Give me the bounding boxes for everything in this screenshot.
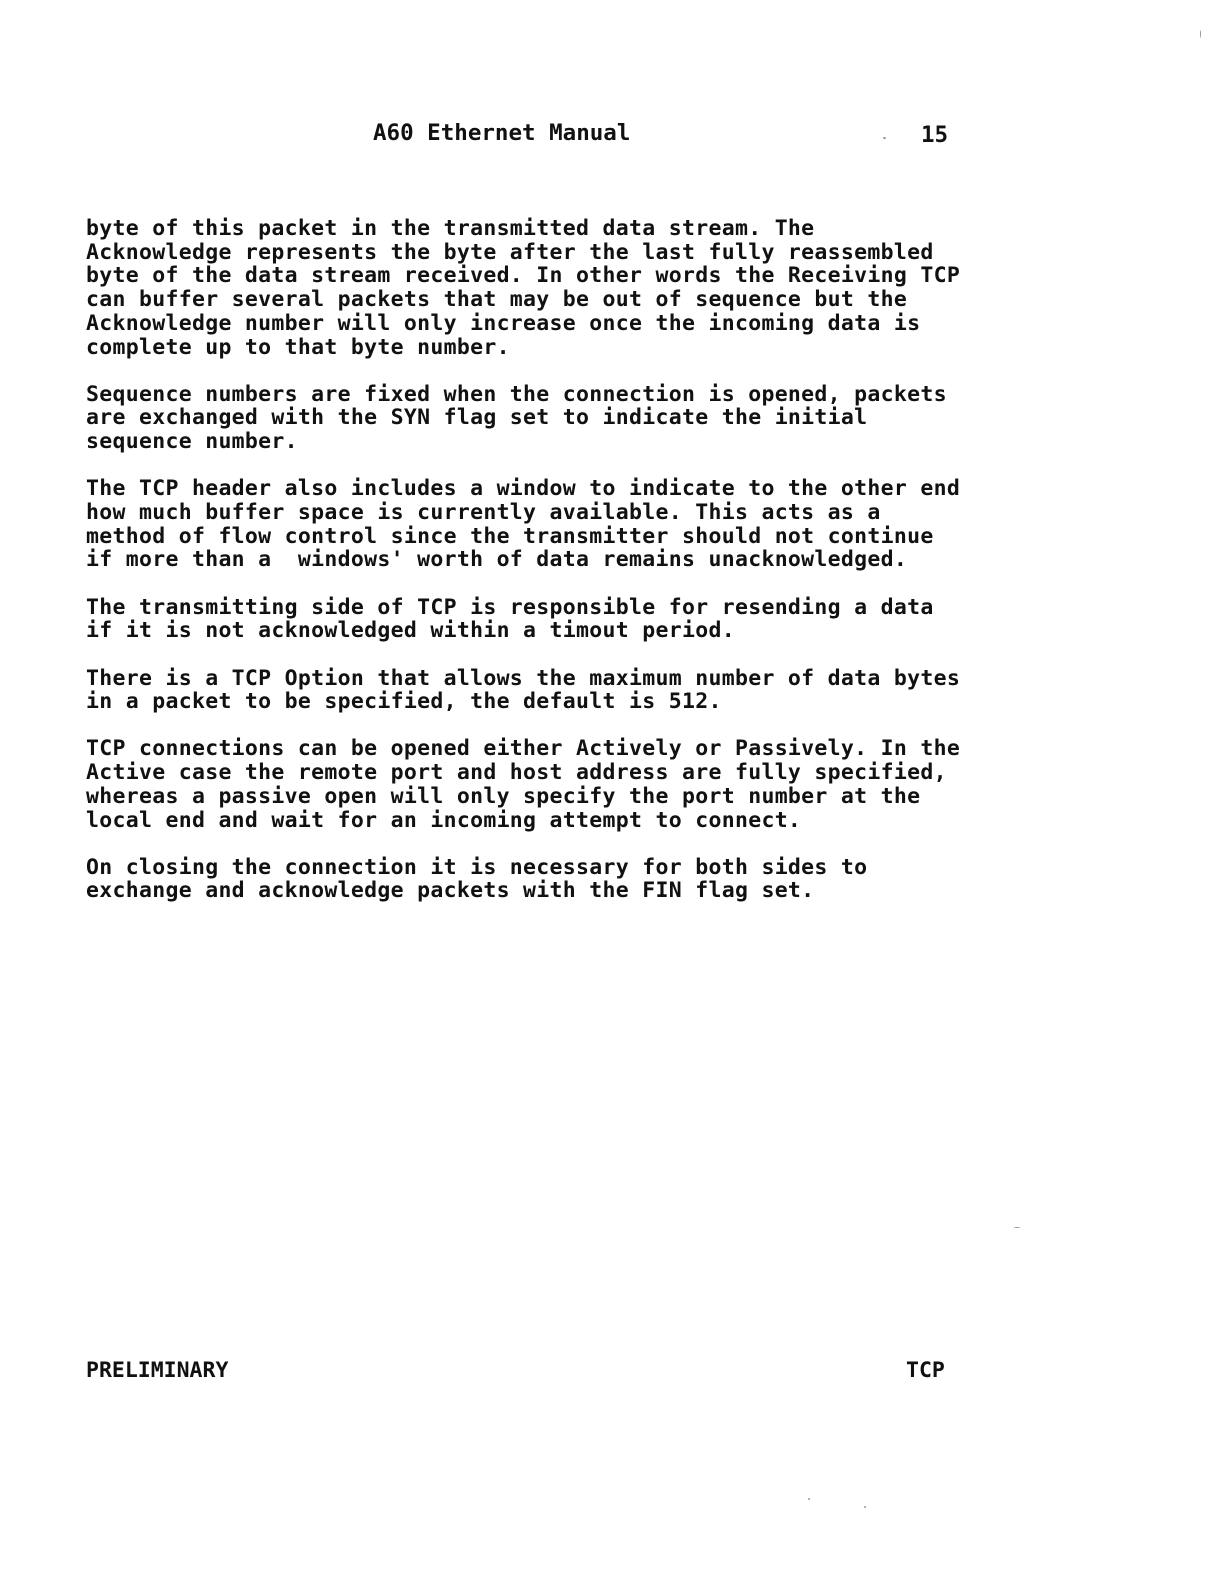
scan-speck — [808, 1498, 810, 1500]
page-footer — [0, 1358, 1224, 1388]
scan-speck — [1014, 1227, 1020, 1228]
paragraph-resending: The transmitting side of TCP is responsible for resending a data if it is not acknowledged within a timout period. — [86, 594, 934, 644]
page-number: 15 — [921, 122, 949, 148]
document-title: A60 Ethernet Manual — [373, 120, 631, 146]
paragraph-tcp-option: There is a TCP Option that allows the maximum number of data bytes in a packet to be specified, the default is 512. — [86, 665, 961, 715]
paragraph-sequence-numbers: Sequence numbers are fixed when the connection is opened, packets are exchanged with the SYN flag set to indicate the initial sequence number. — [86, 381, 947, 455]
paragraph-window: The TCP header also includes a window to indicate to the other end how much buffer space is currently available. This acts as a method of flow control since the transmitter should not continue if more than a windows' worth of data remains unacknowledged. — [86, 476, 961, 573]
scan-speck — [1200, 30, 1201, 38]
body-text — [86, 217, 1096, 927]
footer-section-label: TCP — [906, 1358, 945, 1383]
paragraph-sequence-ack: byte of this packet in the transmitted data stream. The Acknowledge represents the byte after the last fully reassembled byte of the data stream received. In other words the Receiving TCP can buffer several packets that may be out of sequence but the Acknowledge number will only increase once the incoming data is complete up to that byte number. — [86, 216, 961, 360]
page-header — [0, 120, 1224, 150]
paragraph-open-modes: TCP connections can be opened either Actively or Passively. In the Active case the remote port and host address are fully specified, whereas a passive open will only specify the port number at the local end and wait for an incoming attempt to connect. — [86, 736, 961, 833]
scan-speck — [864, 1506, 866, 1508]
footer-status-label: PRELIMINARY — [86, 1358, 229, 1383]
scan-speck — [883, 137, 886, 139]
paragraph-closing: On closing the connection it is necessary for both sides to exchange and acknowledge packets with the FIN flag set. — [86, 854, 868, 904]
